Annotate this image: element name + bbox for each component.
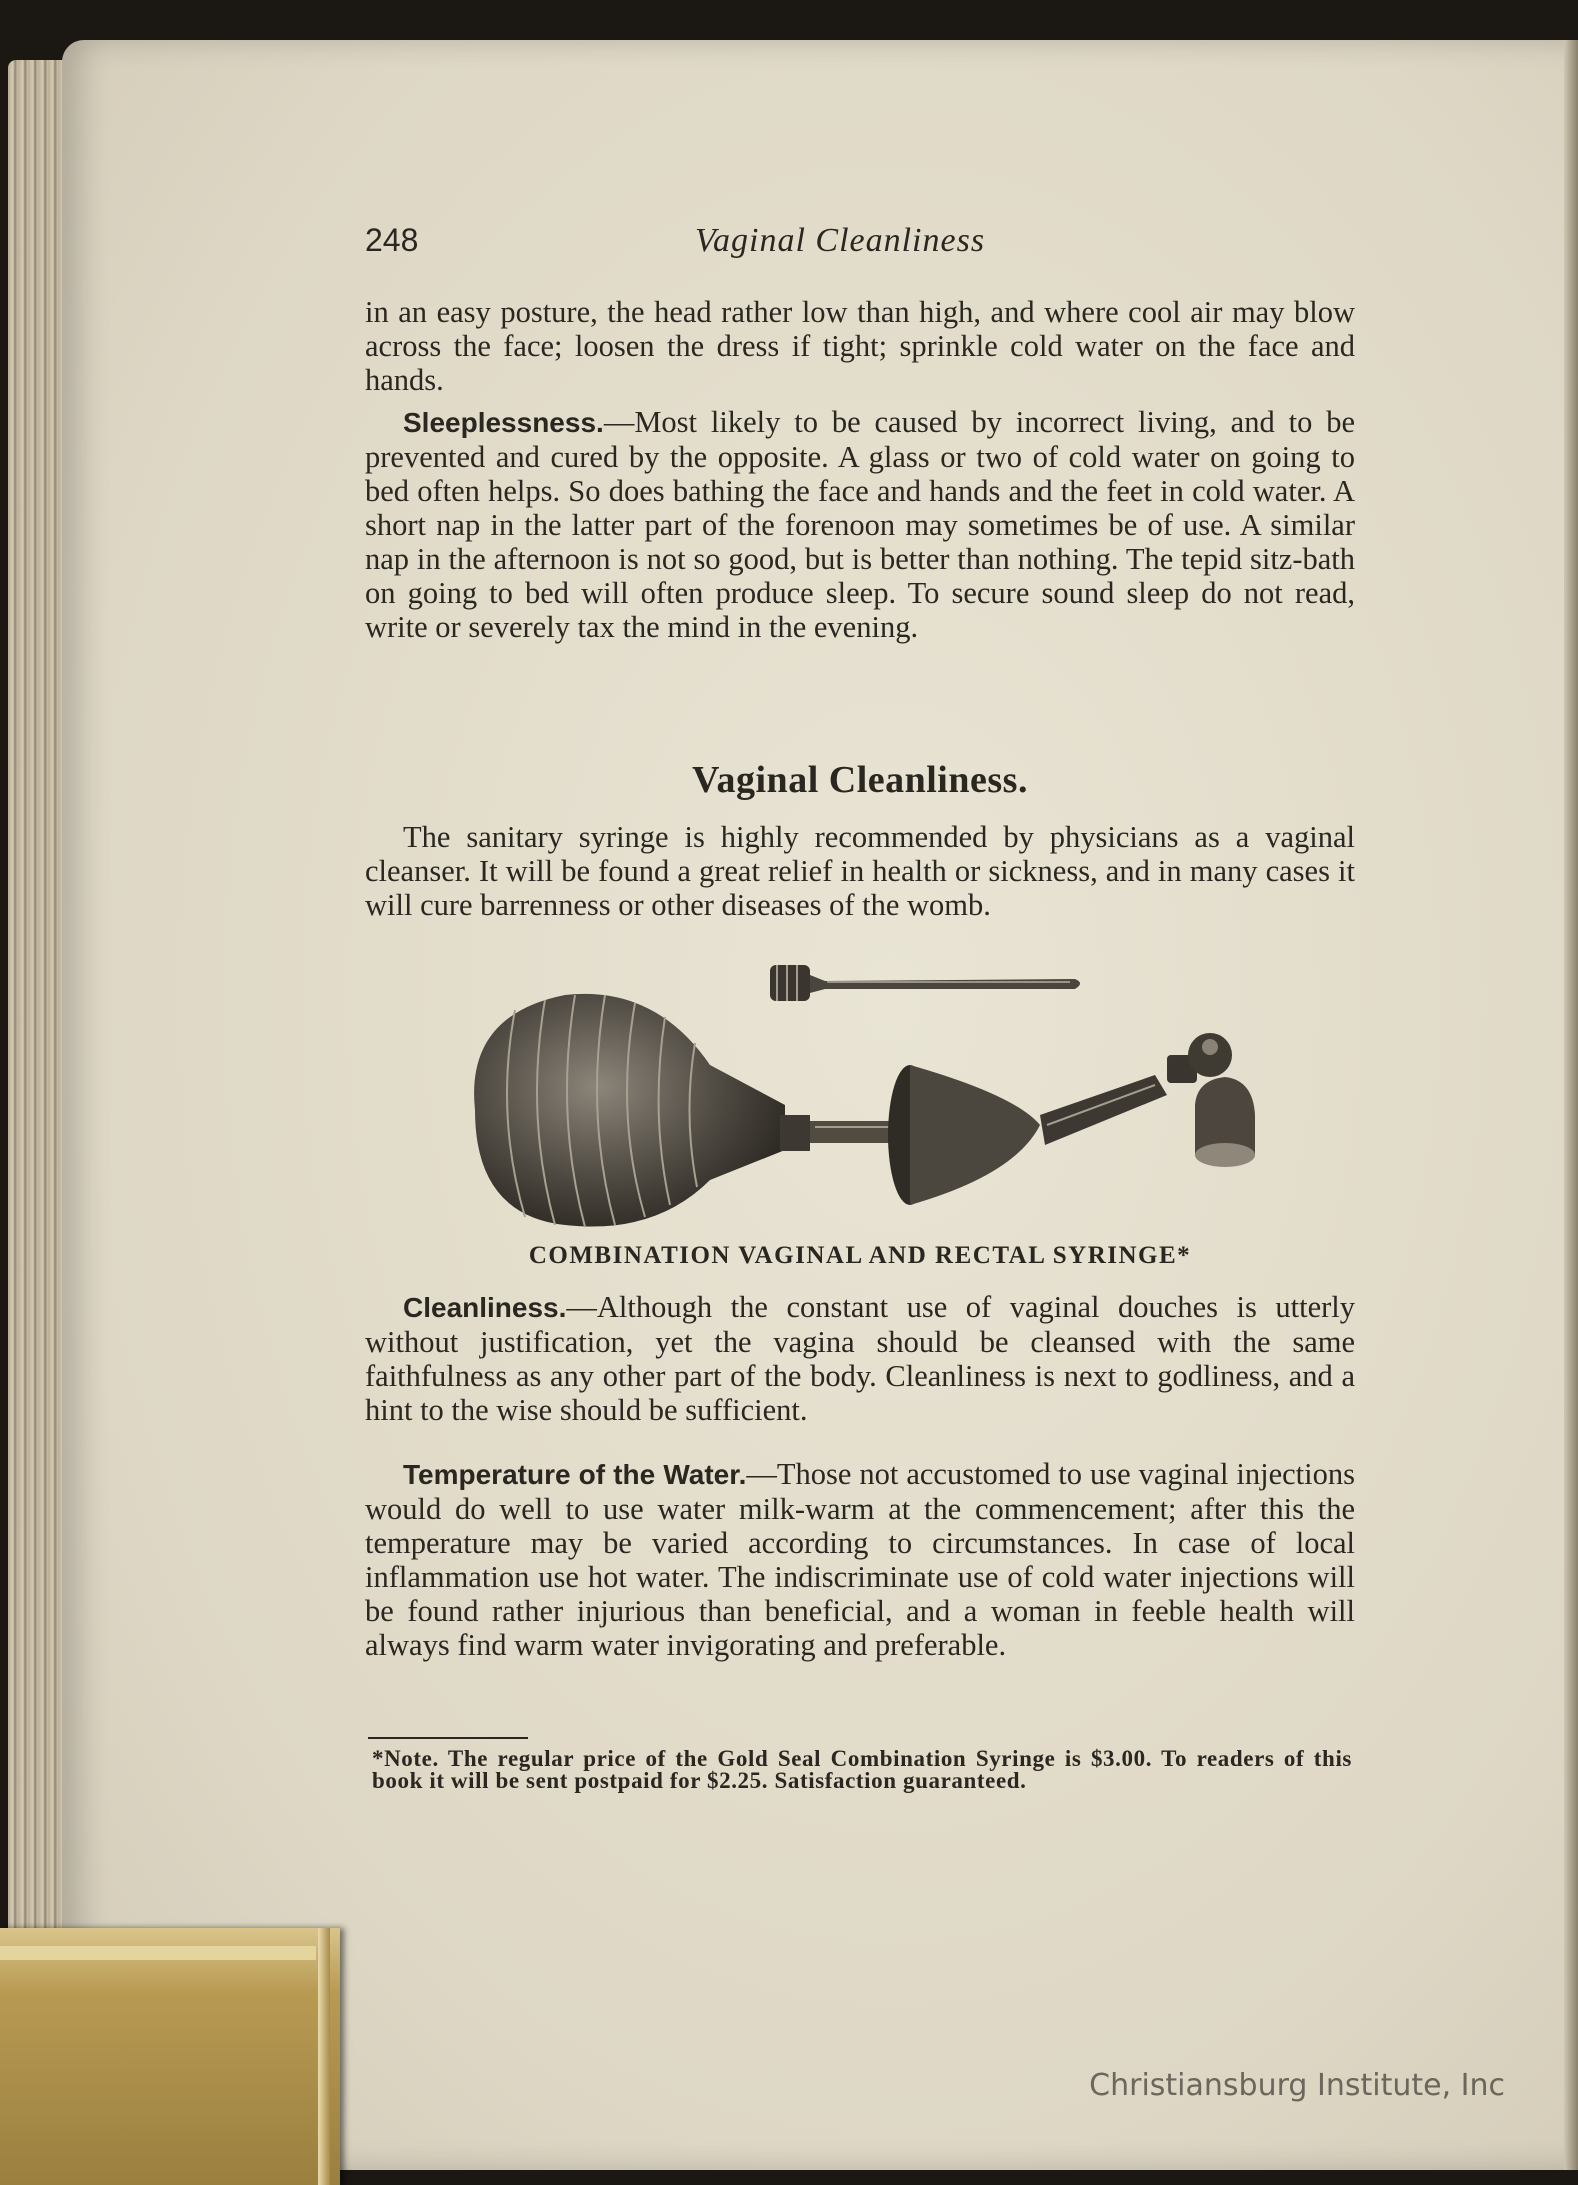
paragraph-water-temperature-text: —Those not accustomed to use vaginal injections would do well to use water milk-warm at the commencement; after this the temperature may be varied according to circumstances. In case of local inflammation use hot water. The indiscriminate use of cold water injections will be found rather injurious than beneficial, and a woman in feeble health will always find warm water invigorating and preferable.: [365, 1457, 1355, 1662]
paragraph-cleanliness-text: —Although the constant use of vaginal douches is utterly without justification, yet the vagina should be cleansed with the same faithfulness as any other part of the body. Cleanliness is next to godliness, and a hint to the wise should be sufficient.: [365, 1290, 1355, 1427]
paragraph-sleeplessness-text: —Most likely to be caused by incorrect living, and to be prevented and cured by the opposite. A glass or two of cold water on going to bed often helps. So does bathing the face and hands and the feet in cold water. A short nap in the latter part of the forenoon may sometimes be of use. A similar nap in the afternoon is not so good, but is better than nothing. The tepid sitz-bath on going to bed will often produce sleep. To secure sound sleep do not read, write or severely tax the mind in the evening.: [365, 405, 1355, 644]
rubber-bulb: [474, 994, 785, 1227]
run-in-heading-sleeplessness: Sleeplessness.: [403, 407, 604, 438]
running-head-title: Vaginal Cleanliness: [695, 222, 986, 259]
section-heading: Vaginal Cleanliness.: [692, 759, 1028, 801]
page-number: 248: [365, 222, 419, 258]
paragraph-cleanliness: [365, 1290, 1355, 1427]
footnote: *Note. The regular price of the Gold Seal Combination Syringe is $3.00. To readers of this book it will be sent postpaid for $2.25. Satisfaction guaranteed.: [372, 1746, 1352, 1793]
paragraph-water-temperature: [365, 1457, 1355, 1662]
run-in-heading-temperature: Temperature of the Water.: [403, 1459, 747, 1490]
run-in-heading-cleanliness: Cleanliness.: [403, 1292, 567, 1323]
watermark: Christiansburg Institute, Inc: [1089, 2068, 1505, 2103]
figure-caption: COMBINATION VAGINAL AND RECTAL SYRINGE*: [528, 1242, 1192, 1269]
page-right-edge: [1564, 40, 1578, 2170]
gold-book-edge: [0, 1928, 340, 2185]
paragraph-continuation: in an easy posture, the head rather low than high, and where cool air may blow across the face; loosen the dress if tight; sprinkle cold water on the face and hands.: [365, 295, 1355, 397]
paragraph-sleeplessness: [365, 405, 1355, 644]
running-head: [365, 222, 1355, 272]
paragraph-sanitary-syringe: The sanitary syringe is highly recommended by physicians as a vaginal cleanser. It will be found a great relief in health or sickness, and in many cases it will cure barrenness or other diseases of the womb.: [365, 820, 1355, 922]
nozzle-caps: [1167, 1033, 1255, 1167]
nozzle-piece: [770, 965, 1080, 1001]
vaginal-cup: [888, 1065, 1167, 1205]
footnote-rule: [368, 1737, 528, 1739]
syringe-illustration: [455, 955, 1275, 1245]
